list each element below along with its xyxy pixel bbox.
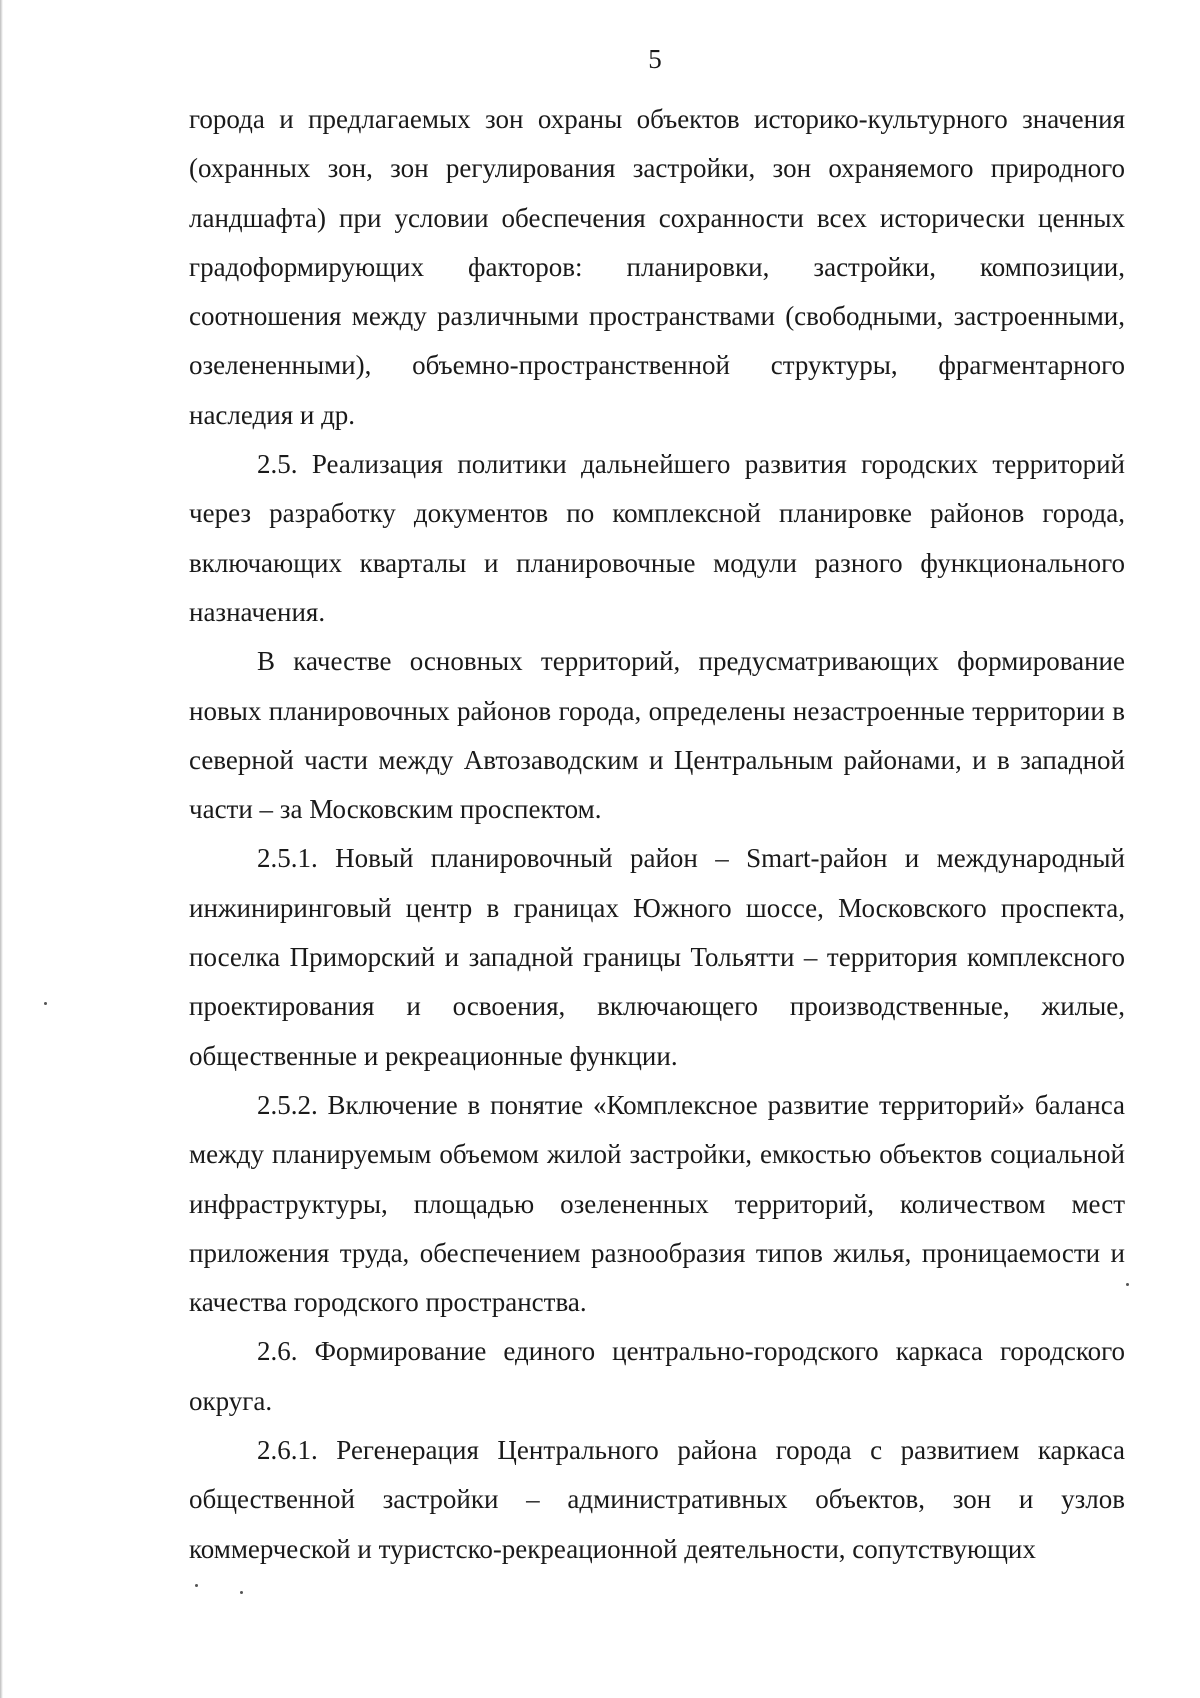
paragraph-2-5-1: 2.5.1. Новый планировочный район – Smart-район и международный инжиниринговый центр в границах Южного шоссе, Московского проспекта, поселка Приморский и западной границы Тольятти – территория комплексного проектирования и освоения, включающего производственные, жилые, общественные и рекреационные функции. <box>189 843 1125 1071</box>
paragraph-2-6-1: 2.6.1. Регенерация Центрального района города с развитием каркаса общественной застройки – административных объектов, зон и узлов коммерческой и туристско-рекреационной деятельности, сопутствующих <box>189 1435 1125 1564</box>
page-number: 5 <box>648 44 662 74</box>
paragraph-2-5-2: 2.5.2. Включение в понятие «Комплексное развитие территорий» баланса между планируемым объемом жилой застройки, емкостью объектов социальной инфраструктуры, площадью озелененных территорий, количеством мест приложения труда, обеспечением разнообразия типов жилья, проницаемости и качества городского пространства. <box>189 1089 1125 1318</box>
scan-speck <box>240 1591 243 1594</box>
paragraph-main-territories: В качестве основных территорий, предусматривающих формирование новых планировочных районов города, определены незастроенные территории в северной части между Автозаводским и Центральным районами, и в западной части – за Московским проспектом. <box>189 646 1125 825</box>
scan-edge <box>0 0 3 1698</box>
paragraph-2-6: 2.6. Формирование единого центрально-городского каркаса городского округа. <box>189 1336 1125 1416</box>
scan-speck <box>195 1584 198 1587</box>
paragraph-continuation: города и предлагаемых зон охраны объектов историко-культурного значения (охранных зон, зон регулирования застройки, зон охраняемого природного ландшафта) при условии обеспечения сохранности всех исторически ценных градоформирующих факторов: планировки, застройки, композиции, соотношения между различными пространствами (свободными, застроенными, озелененными), объемно-пространственной структуры, фрагментарного наследия и др. <box>189 104 1125 430</box>
scan-speck <box>1126 1283 1129 1286</box>
scan-speck <box>44 1002 47 1005</box>
document-body <box>189 95 1125 1574</box>
paragraph-2-5: 2.5. Реализация политики дальнейшего развития городских территорий через разработку документов по комплексной планировке районов города, включающих кварталы и планировочные модули разного функционального назначения. <box>189 449 1125 627</box>
